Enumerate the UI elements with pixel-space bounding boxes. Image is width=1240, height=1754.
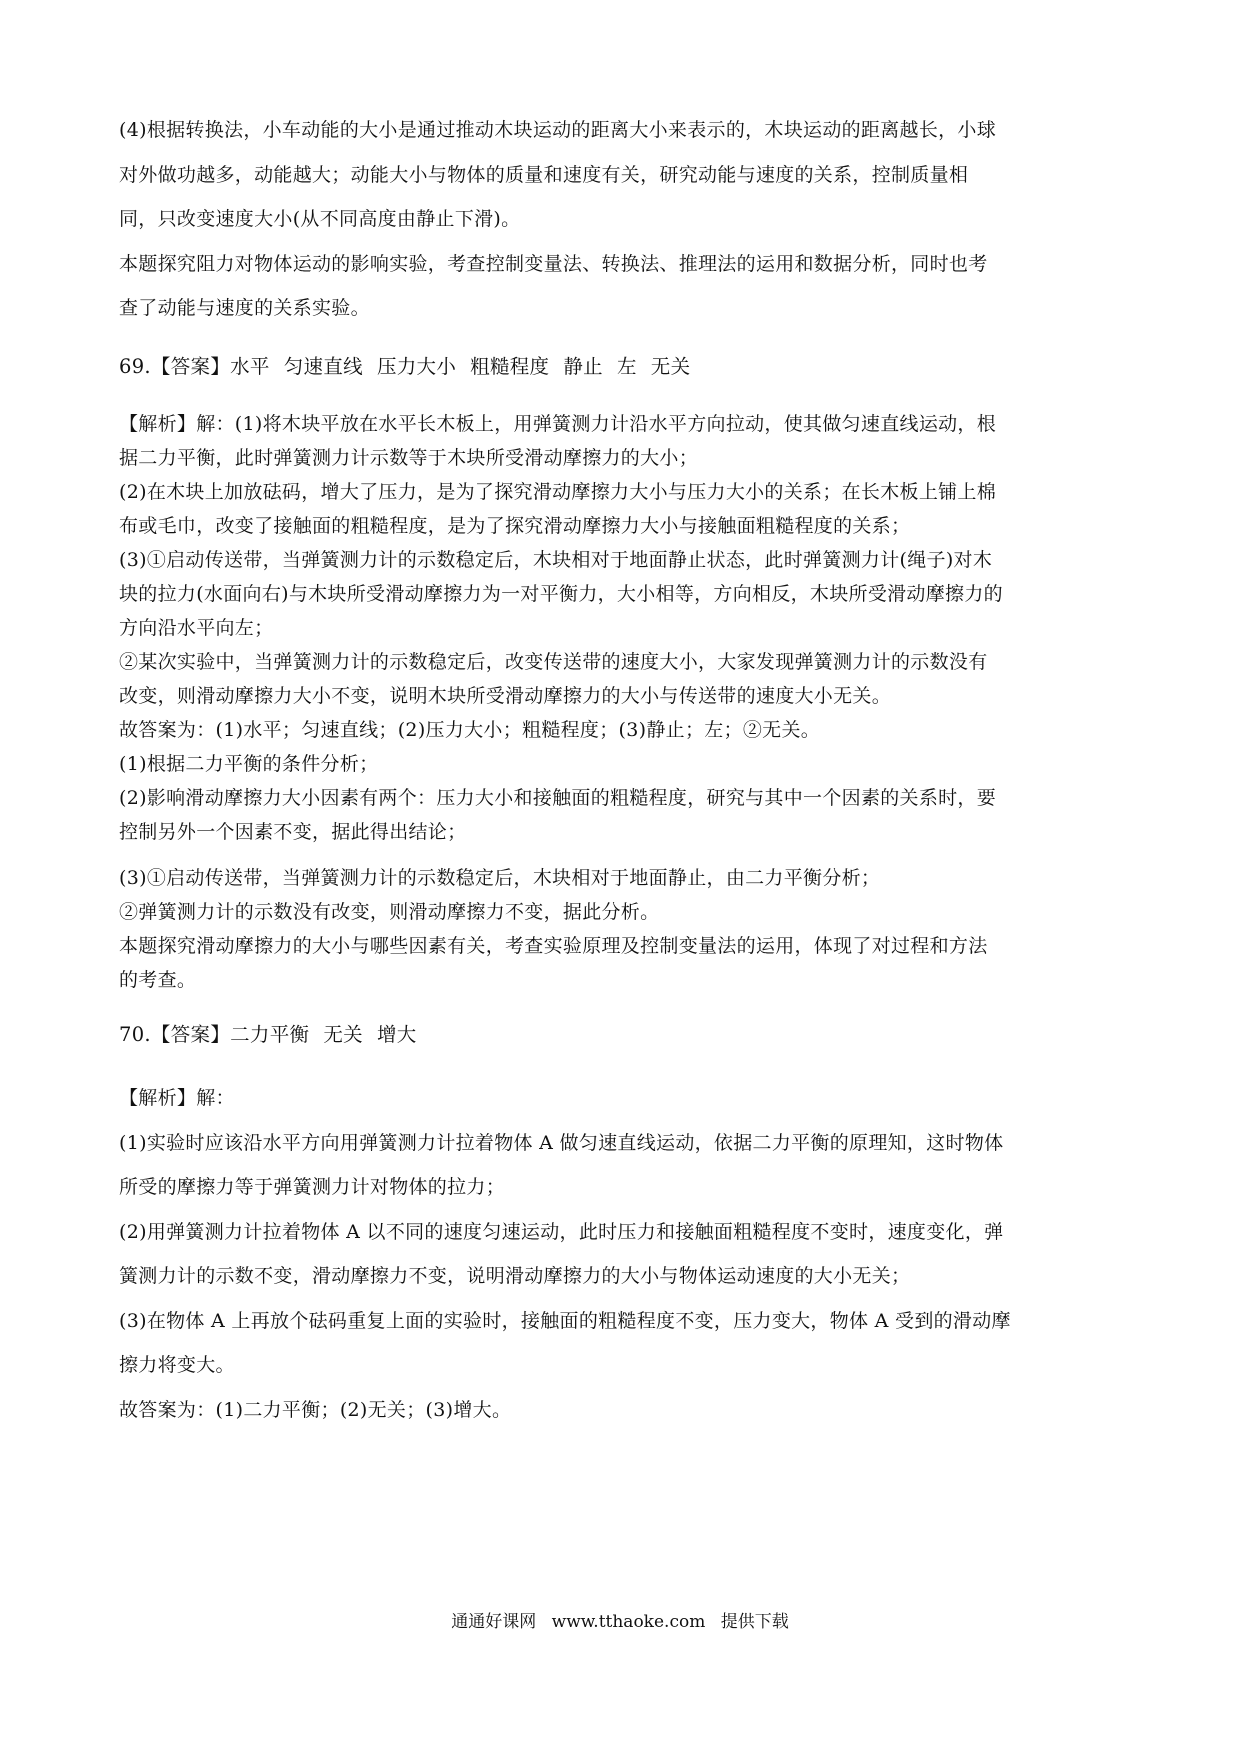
footer-note: 提供下载 (720, 1612, 789, 1632)
q70-answer-line (119, 1022, 1129, 1048)
text-line: (4)根据转换法，小车动能的大小是通过推动木块运动的距离大小来表示的，木块运动的距离越长，小球 (119, 119, 997, 141)
answer-item: 二力平衡 (230, 1023, 310, 1046)
question-number: 70. (119, 1023, 151, 1046)
analysis-line: (2)在木块上加放砝码，增大了压力，是为了探究滑动摩擦力大小与压力大小的关系；在长木板上铺上棉 (119, 481, 997, 503)
analysis-line: 的考查。 (119, 969, 197, 991)
analysis-line: 簧测力计的示数不变，滑动摩擦力不变，说明滑动摩擦力的大小与物体运动速度的大小无关； (119, 1265, 911, 1287)
analysis-line: ②某次实验中，当弹簧测力计的示数稳定后，改变传送带的速度大小，大家发现弹簧测力计的示数没有 (119, 651, 988, 673)
analysis-line: (3)①启动传送带，当弹簧测力计的示数稳定后，木块相对于地面静止状态，此时弹簧测力计(绳子)对木 (119, 549, 993, 571)
text-line: 本题探究阻力对物体运动的影响实验，考查控制变量法、转换法、推理法的运用和数据分析，同时也考 (119, 253, 988, 275)
analysis-line: 故答案为：(1)二力平衡；(2)无关；(3)增大。 (119, 1399, 512, 1421)
analysis-line: (1)实验时应该沿水平方向用弹簧测力计拉着物体 A 做匀速直线运动，依据二力平衡的原理知，这时物体 (119, 1132, 1004, 1154)
answer-item: 无关 (323, 1023, 363, 1046)
analysis-line: 本题探究滑动摩擦力的大小与哪些因素有关，考查实验原理及控制变量法的运用，体现了对过程和方法 (119, 935, 988, 957)
text-line: 对外做功越多，动能越大；动能大小与物体的质量和速度有关，研究动能与速度的关系，控制质量相 (119, 164, 969, 186)
analysis-line: 故答案为：(1)水平；匀速直线；(2)压力大小；粗糙程度；(3)静止；左；②无关。 (119, 719, 821, 741)
analysis-line: 所受的摩擦力等于弹簧测力计对物体的拉力； (119, 1176, 506, 1198)
question-number: 69. (119, 355, 151, 378)
analysis-line: (2)影响滑动摩擦力大小因素有两个：压力大小和接触面的粗糙程度，研究与其中一个因素的关系时，要 (119, 787, 997, 809)
footer-url[interactable]: www.tthaoke.com (551, 1612, 706, 1632)
analysis-line: (3)在物体 A 上再放个砝码重复上面的实验时，接触面的粗糙程度不变，压力变大，物体 A 受到的滑动摩 (119, 1310, 1011, 1332)
answer-item: 无关 (650, 355, 691, 378)
answer-item: 静止 (563, 355, 603, 378)
analysis-line: 块的拉力(水面向右)与木块所受滑动摩擦力为一对平衡力，大小相等，方向相反，木块所受滑动摩擦力的 (119, 583, 1003, 605)
page-footer (0, 1611, 1240, 1633)
answer-tag: 【答案】 (150, 1023, 231, 1046)
answer-item: 匀速直线 (283, 355, 363, 378)
answer-tag: 【答案】 (150, 355, 231, 378)
answer-item: 左 (616, 355, 637, 378)
analysis-line: (2)用弹簧测力计拉着物体 A 以不同的速度匀速运动，此时压力和接触面粗糙程度不变时，速度变化，弹 (119, 1221, 1004, 1243)
q69-answer-line (119, 354, 1129, 380)
answer-item: 增大 (376, 1023, 417, 1046)
answer-item: 水平 (230, 355, 270, 378)
analysis-line: 改变，则滑动摩擦力大小不变，说明木块所受滑动摩擦力的大小与传送带的速度大小无关。 (119, 685, 892, 707)
text-line: 同，只改变速度大小(从不同高度由静止下滑)。 (119, 208, 521, 230)
analysis-line: 控制另外一个因素不变，据此得出结论； (119, 821, 467, 843)
analysis-line: 方向沿水平向左； (119, 617, 274, 639)
answer-item: 粗糙程度 (470, 355, 550, 378)
analysis-line: 据二力平衡，此时弹簧测力计示数等于木块所受滑动摩擦力的大小； (119, 447, 699, 469)
analysis-line: 【解析】解： (119, 1087, 235, 1109)
analysis-line: 擦力将变大。 (119, 1354, 235, 1376)
analysis-line: (1)根据二力平衡的条件分析； (119, 753, 379, 775)
analysis-line: ②弹簧测力计的示数没有改变，则滑动摩擦力不变，据此分析。 (119, 901, 660, 923)
answer-item: 压力大小 (376, 355, 457, 378)
text-line: 查了动能与速度的关系实验。 (119, 297, 370, 319)
analysis-line: 【解析】解：(1)将木块平放在水平长木板上，用弹簧测力计沿水平方向拉动，使其做匀速直线运动，根 (119, 413, 997, 435)
footer-site-name: 通通好课网 (451, 1612, 537, 1632)
analysis-line: 布或毛巾，改变了接触面的粗糙程度，是为了探究滑动摩擦力大小与接触面粗糙程度的关系； (119, 515, 911, 537)
analysis-line: (3)①启动传送带，当弹簧测力计的示数稳定后，木块相对于地面静止，由二力平衡分析； (119, 867, 881, 889)
